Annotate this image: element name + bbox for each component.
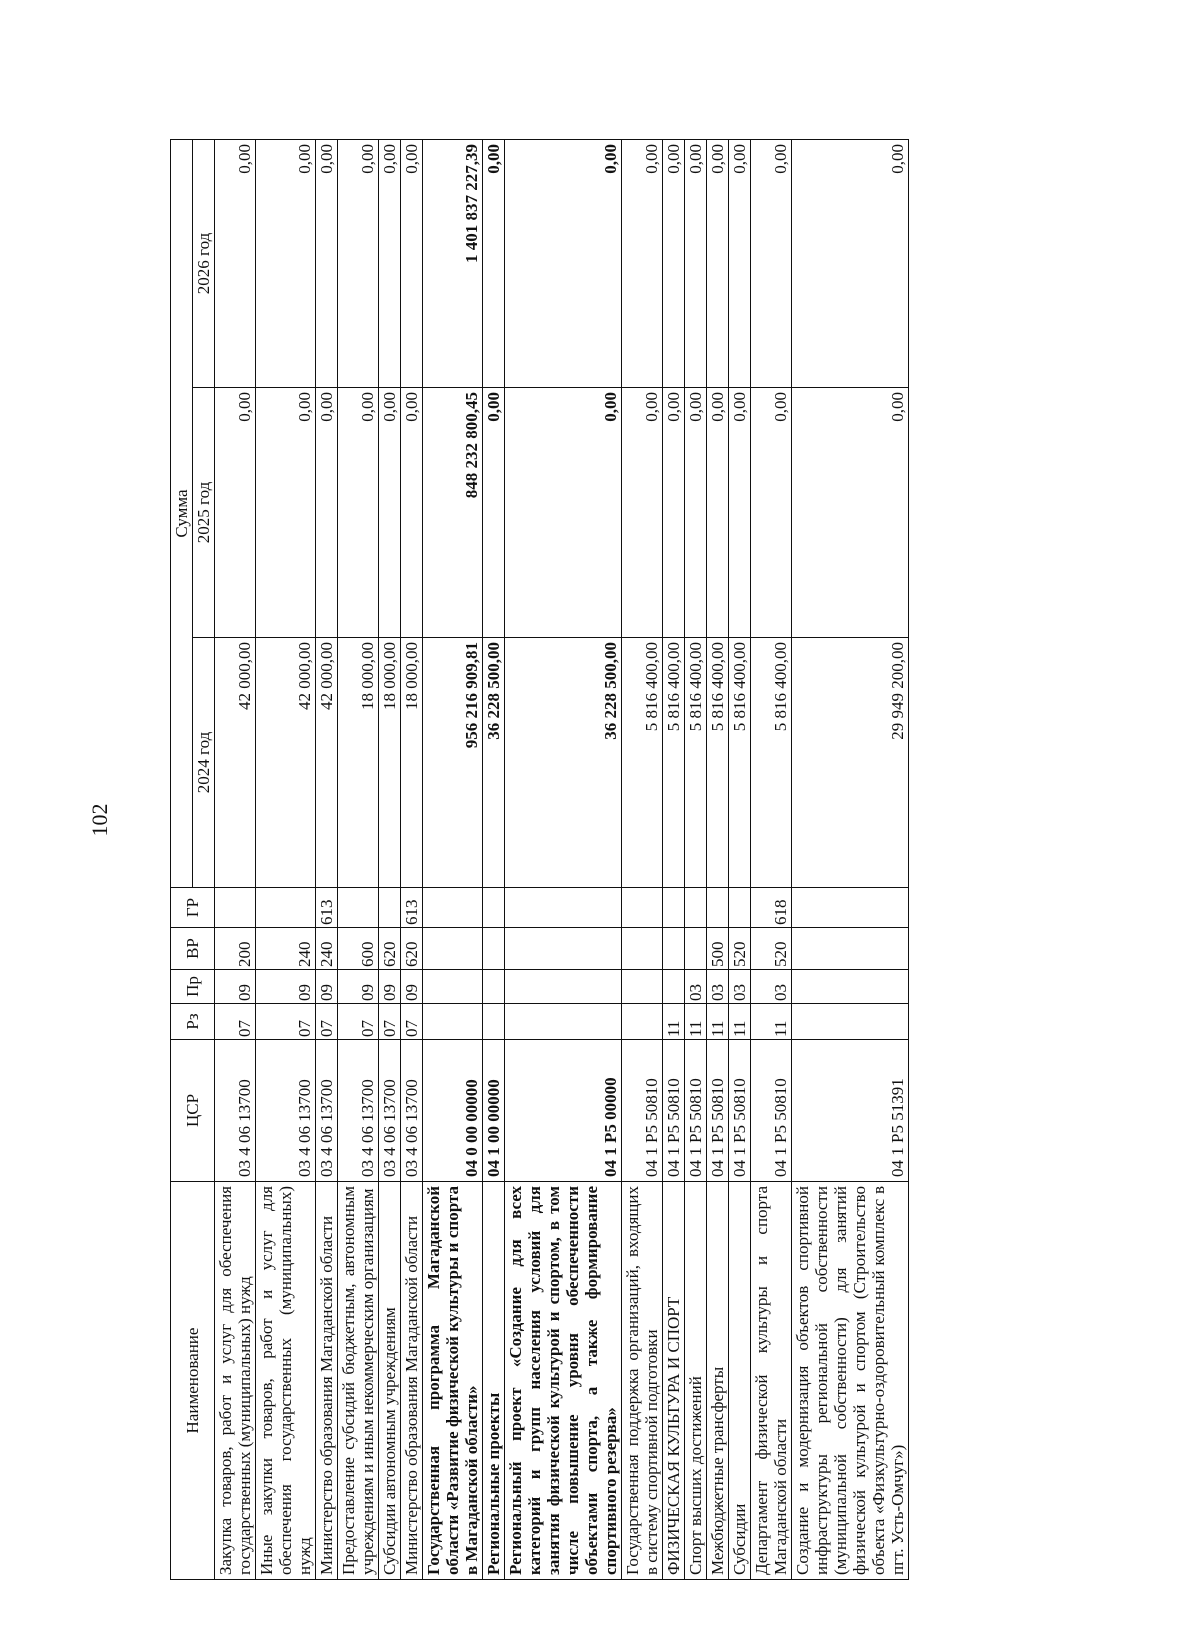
cell-gr xyxy=(423,888,483,928)
cell-gr: 613 xyxy=(316,888,338,928)
cell-2026: 0,00 xyxy=(338,140,379,388)
cell-2025: 0,00 xyxy=(685,388,707,638)
cell-2024: 42 000,00 xyxy=(256,638,316,888)
header-2024: 2024 год xyxy=(193,638,215,888)
cell-2026: 0,00 xyxy=(792,140,909,388)
cell-2024: 5 816 400,00 xyxy=(707,638,729,888)
cell-csr: 04 1 00 00000 xyxy=(483,1040,505,1182)
cell-csr: 04 1 P5 50810 xyxy=(663,1040,685,1182)
table-row xyxy=(215,140,256,1580)
cell-pr: 09 xyxy=(316,970,338,1004)
cell-csr: 03 4 06 13700 xyxy=(215,1040,256,1182)
cell-csr: 03 4 06 13700 xyxy=(401,1040,423,1182)
cell-name: Субсидии автономным учреждениям xyxy=(379,1182,401,1580)
cell-name: Государственная поддержка организаций, входящих в систему спортивной подготовки xyxy=(622,1182,663,1580)
rotated-table-wrapper xyxy=(170,140,1170,1580)
cell-vr: 240 xyxy=(256,928,316,970)
table-row xyxy=(379,140,401,1580)
cell-2024: 956 216 909,81 xyxy=(423,638,483,888)
cell-2024: 5 816 400,00 xyxy=(729,638,751,888)
cell-csr: 04 1 P5 51391 xyxy=(792,1040,909,1182)
cell-pr xyxy=(622,970,663,1004)
cell-csr: 04 1 P5 50810 xyxy=(751,1040,792,1182)
cell-pr: 09 xyxy=(215,970,256,1004)
cell-2026: 0,00 xyxy=(483,140,505,388)
cell-gr xyxy=(685,888,707,928)
cell-rz xyxy=(505,1004,622,1040)
cell-2024: 18 000,00 xyxy=(401,638,423,888)
cell-2025: 0,00 xyxy=(792,388,909,638)
cell-name: Региональные проекты xyxy=(483,1182,505,1580)
header-name: Наименование xyxy=(171,1182,215,1580)
cell-2025: 0,00 xyxy=(379,388,401,638)
cell-rz: 11 xyxy=(707,1004,729,1040)
cell-vr: 600 xyxy=(338,928,379,970)
cell-pr: 03 xyxy=(729,970,751,1004)
cell-2025: 848 232 800,45 xyxy=(423,388,483,638)
cell-pr: 09 xyxy=(338,970,379,1004)
cell-2024: 5 816 400,00 xyxy=(663,638,685,888)
header-2026: 2026 год xyxy=(193,140,215,388)
table-row xyxy=(423,140,483,1580)
cell-gr xyxy=(792,888,909,928)
cell-2026: 0,00 xyxy=(316,140,338,388)
cell-vr: 520 xyxy=(729,928,751,970)
cell-vr xyxy=(505,928,622,970)
cell-2026: 0,00 xyxy=(379,140,401,388)
table-row xyxy=(792,140,909,1580)
header-2025: 2025 год xyxy=(193,388,215,638)
cell-vr xyxy=(483,928,505,970)
table-row xyxy=(622,140,663,1580)
cell-gr xyxy=(379,888,401,928)
cell-pr: 09 xyxy=(379,970,401,1004)
cell-csr: 04 1 P5 50810 xyxy=(622,1040,663,1182)
cell-2026: 0,00 xyxy=(729,140,751,388)
header-csr: ЦСР xyxy=(171,1040,215,1182)
cell-rz: 07 xyxy=(401,1004,423,1040)
cell-name: Иные закупки товаров, работ и услуг для обеспечения государственных (муниципальных) нужд xyxy=(256,1182,316,1580)
table-body xyxy=(215,140,909,1580)
table-row xyxy=(729,140,751,1580)
page-number: 102 xyxy=(87,803,112,837)
cell-2024: 29 949 200,00 xyxy=(792,638,909,888)
cell-2025: 0,00 xyxy=(316,388,338,638)
cell-gr xyxy=(215,888,256,928)
cell-pr xyxy=(505,970,622,1004)
table-row xyxy=(751,140,792,1580)
budget-table xyxy=(170,139,909,1580)
cell-name: Министерство образования Магаданской области xyxy=(401,1182,423,1580)
cell-2026: 0,00 xyxy=(751,140,792,388)
table-row xyxy=(663,140,685,1580)
cell-2025: 0,00 xyxy=(215,388,256,638)
cell-vr xyxy=(792,928,909,970)
cell-csr: 04 0 00 00000 xyxy=(423,1040,483,1182)
table-row xyxy=(256,140,316,1580)
table-row xyxy=(338,140,379,1580)
cell-csr: 03 4 06 13700 xyxy=(256,1040,316,1182)
cell-2024: 5 816 400,00 xyxy=(622,638,663,888)
cell-name: ФИЗИЧЕСКАЯ КУЛЬТУРА И СПОРТ xyxy=(663,1182,685,1580)
cell-name: Департамент физической культуры и спорта Магаданской области xyxy=(751,1182,792,1580)
cell-2026: 0,00 xyxy=(256,140,316,388)
cell-rz xyxy=(423,1004,483,1040)
cell-2024: 18 000,00 xyxy=(338,638,379,888)
table-row xyxy=(505,140,622,1580)
cell-gr xyxy=(483,888,505,928)
cell-2025: 0,00 xyxy=(338,388,379,638)
cell-2024: 36 228 500,00 xyxy=(505,638,622,888)
cell-2025: 0,00 xyxy=(505,388,622,638)
cell-pr: 09 xyxy=(401,970,423,1004)
cell-2026: 0,00 xyxy=(707,140,729,388)
table-row xyxy=(401,140,423,1580)
cell-2025: 0,00 xyxy=(751,388,792,638)
cell-gr: 618 xyxy=(751,888,792,928)
cell-pr xyxy=(483,970,505,1004)
cell-gr xyxy=(707,888,729,928)
table-row xyxy=(707,140,729,1580)
cell-csr: 04 1 P5 50810 xyxy=(685,1040,707,1182)
cell-vr: 620 xyxy=(401,928,423,970)
table-row xyxy=(483,140,505,1580)
cell-2025: 0,00 xyxy=(729,388,751,638)
cell-pr xyxy=(423,970,483,1004)
cell-rz xyxy=(792,1004,909,1040)
cell-name: Межбюджетные трансферты xyxy=(707,1182,729,1580)
cell-2026: 0,00 xyxy=(663,140,685,388)
cell-csr: 03 4 06 13700 xyxy=(379,1040,401,1182)
header-row-1 xyxy=(171,140,193,1580)
header-gr: ГР xyxy=(171,888,215,928)
cell-rz: 11 xyxy=(663,1004,685,1040)
cell-2024: 5 816 400,00 xyxy=(751,638,792,888)
cell-csr: 04 1 P5 50810 xyxy=(707,1040,729,1182)
cell-rz: 07 xyxy=(338,1004,379,1040)
header-vr: ВР xyxy=(171,928,215,970)
cell-2024: 42 000,00 xyxy=(316,638,338,888)
cell-rz: 11 xyxy=(685,1004,707,1040)
cell-2025: 0,00 xyxy=(401,388,423,638)
cell-name: Министерство образования Магаданской области xyxy=(316,1182,338,1580)
cell-name: Региональный проект «Создание для всех категорий и групп населения условий для занятия физической культурой и спортом, в том числе повышение уровня обеспеченности объектами спорта, а также формирование спортивного резерва» xyxy=(505,1182,622,1580)
cell-vr xyxy=(685,928,707,970)
cell-gr: 613 xyxy=(401,888,423,928)
cell-gr xyxy=(256,888,316,928)
table-row xyxy=(316,140,338,1580)
cell-2024: 5 816 400,00 xyxy=(685,638,707,888)
cell-2024: 18 000,00 xyxy=(379,638,401,888)
cell-vr: 500 xyxy=(707,928,729,970)
cell-csr: 03 4 06 13700 xyxy=(338,1040,379,1182)
cell-vr xyxy=(663,928,685,970)
cell-2025: 0,00 xyxy=(256,388,316,638)
cell-rz xyxy=(483,1004,505,1040)
cell-csr: 04 1 P5 00000 xyxy=(505,1040,622,1182)
cell-pr xyxy=(663,970,685,1004)
cell-2026: 0,00 xyxy=(622,140,663,388)
cell-name: Предоставление субсидий бюджетным, автономным учреждениям и иным некоммерческим организациям xyxy=(338,1182,379,1580)
cell-pr: 03 xyxy=(707,970,729,1004)
cell-rz: 11 xyxy=(729,1004,751,1040)
cell-2026: 1 401 837 227,39 xyxy=(423,140,483,388)
cell-rz: 07 xyxy=(316,1004,338,1040)
cell-rz xyxy=(622,1004,663,1040)
cell-pr xyxy=(792,970,909,1004)
cell-rz: 11 xyxy=(751,1004,792,1040)
cell-csr: 04 1 P5 50810 xyxy=(729,1040,751,1182)
cell-pr: 09 xyxy=(256,970,316,1004)
cell-rz: 07 xyxy=(379,1004,401,1040)
cell-name: Субсидии xyxy=(729,1182,751,1580)
cell-2026: 0,00 xyxy=(505,140,622,388)
header-sum: Сумма xyxy=(171,140,193,888)
cell-2026: 0,00 xyxy=(401,140,423,388)
cell-rz: 07 xyxy=(215,1004,256,1040)
cell-vr: 520 xyxy=(751,928,792,970)
table-row xyxy=(685,140,707,1580)
cell-2024: 36 228 500,00 xyxy=(483,638,505,888)
header-pr: Пр xyxy=(171,970,215,1004)
cell-vr: 240 xyxy=(316,928,338,970)
cell-vr: 620 xyxy=(379,928,401,970)
cell-name: Спорт высших достижений xyxy=(685,1182,707,1580)
cell-vr xyxy=(622,928,663,970)
cell-2025: 0,00 xyxy=(663,388,685,638)
cell-name: Создание и модернизация объектов спортивной инфраструктуры региональной собственности (муниципальной собственности) для занятий физической культурой и спортом (Строительство объекта «Физкультурно-оздоровительный комплекс в пгт. Усть-Омчуг») xyxy=(792,1182,909,1580)
cell-2025: 0,00 xyxy=(622,388,663,638)
cell-2025: 0,00 xyxy=(707,388,729,638)
cell-gr xyxy=(622,888,663,928)
cell-pr: 03 xyxy=(751,970,792,1004)
cell-vr: 200 xyxy=(215,928,256,970)
header-rz: Рз xyxy=(171,1004,215,1040)
cell-gr xyxy=(729,888,751,928)
cell-pr: 03 xyxy=(685,970,707,1004)
cell-2024: 42 000,00 xyxy=(215,638,256,888)
cell-gr xyxy=(338,888,379,928)
cell-name: Закупка товаров, работ и услуг для обеспечения государственных (муниципальных) нужд xyxy=(215,1182,256,1580)
cell-gr xyxy=(663,888,685,928)
cell-2025: 0,00 xyxy=(483,388,505,638)
cell-gr xyxy=(505,888,622,928)
cell-vr xyxy=(423,928,483,970)
cell-csr: 03 4 06 13700 xyxy=(316,1040,338,1182)
cell-2026: 0,00 xyxy=(215,140,256,388)
cell-name: Государственная программа Магаданской области «Развитие физической культуры и спорта в Магаданской области» xyxy=(423,1182,483,1580)
cell-rz: 07 xyxy=(256,1004,316,1040)
cell-2026: 0,00 xyxy=(685,140,707,388)
